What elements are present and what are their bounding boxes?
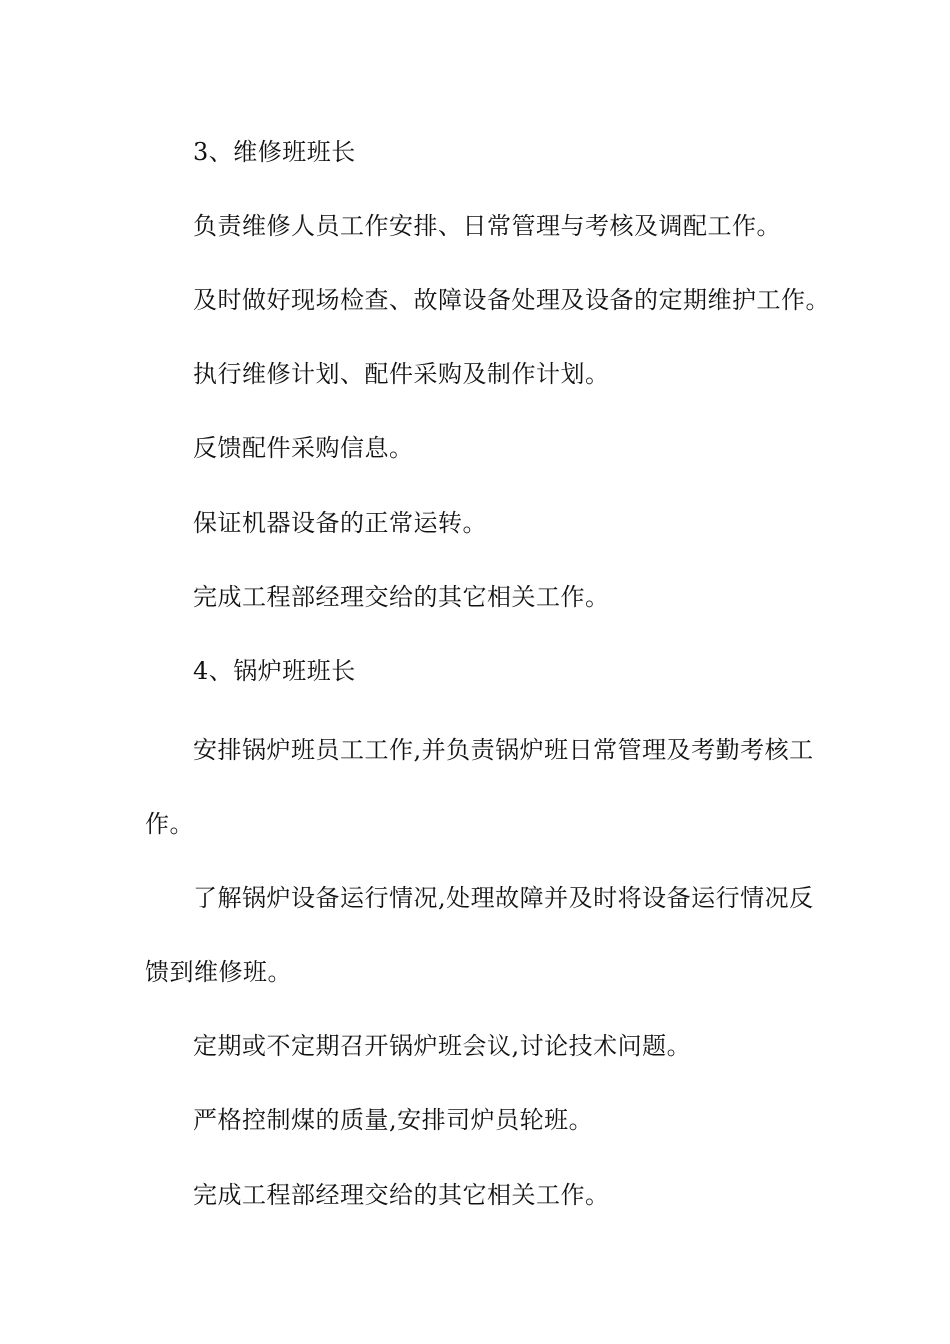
paragraph-line: 安排锅炉班员工工作,并负责锅炉班日常管理及考勤考核工 <box>193 736 814 764</box>
paragraph: 完成工程部经理交给的其它相关工作。 <box>193 583 610 611</box>
paragraph-line: 了解锅炉设备运行情况,处理故障并及时将设备运行情况反 <box>193 884 814 912</box>
section-heading-maintenance-team-leader: 3、维修班班长 <box>193 138 356 166</box>
paragraph: 执行维修计划、配件采购及制作计划。 <box>193 360 610 388</box>
paragraph: 严格控制煤的质量,安排司炉员轮班。 <box>193 1106 594 1134</box>
paragraph: 保证机器设备的正常运转。 <box>193 509 487 537</box>
paragraph: 反馈配件采购信息。 <box>193 434 414 462</box>
paragraph: 完成工程部经理交给的其它相关工作。 <box>193 1181 610 1209</box>
paragraph-continuation: 作。 <box>145 810 194 838</box>
paragraph-continuation: 馈到维修班。 <box>145 958 292 986</box>
paragraph: 负责维修人员工作安排、日常管理与考核及调配工作。 <box>193 212 781 240</box>
paragraph: 定期或不定期召开锅炉班会议,讨论技术问题。 <box>193 1032 692 1060</box>
section-heading-boiler-team-leader: 4、锅炉班班长 <box>193 657 356 685</box>
paragraph: 及时做好现场检查、故障设备处理及设备的定期维护工作。 <box>193 286 830 314</box>
